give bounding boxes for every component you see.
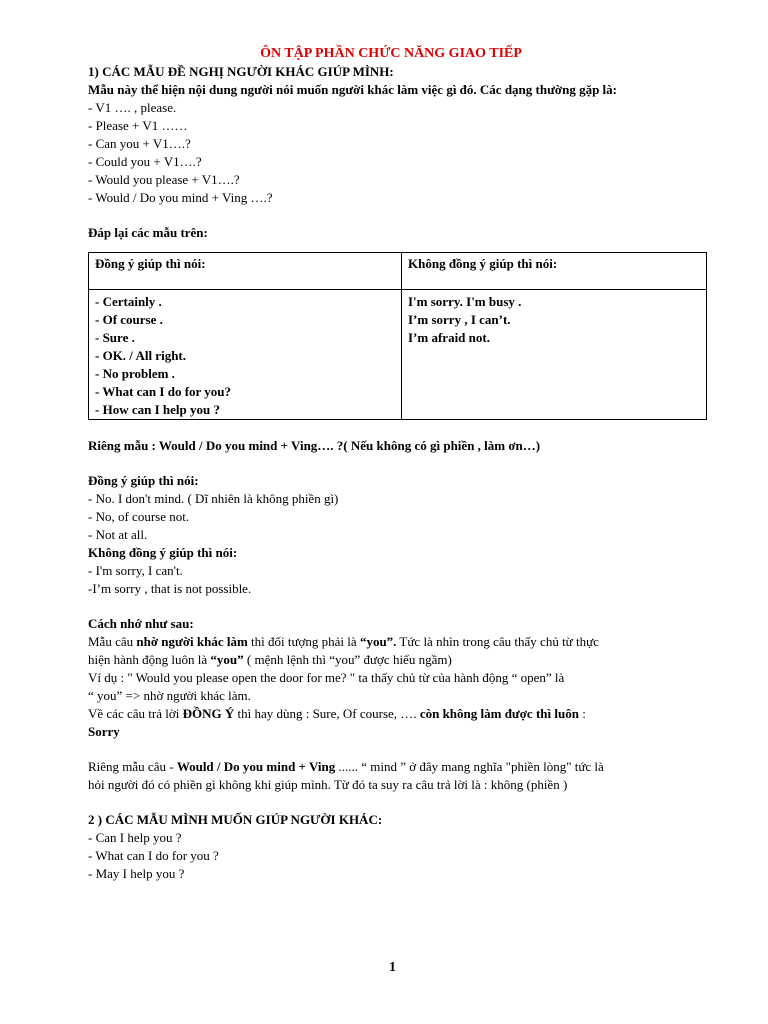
special-disagree-heading: Không đồng ý giúp thì nói:: [88, 545, 238, 560]
agree-item: - Of course .: [95, 312, 163, 327]
pattern-item: - Could you + V1….?: [88, 154, 202, 169]
special-agree-item: - No, of course not.: [88, 509, 190, 524]
agree-item: - Sure .: [95, 330, 135, 345]
remember-paragraph-line: hỏi người đó có phiền gì không khi giúp mình. Từ đó ta suy ra câu trả lời là : không (phiền ): [88, 777, 568, 792]
reply-table: [88, 252, 707, 420]
pattern-item: - Please + V1 ……: [88, 118, 188, 133]
special-disagree-item: -I’m sorry , that is not possible.: [88, 581, 252, 596]
remember-paragraph-line: Về các câu trả lời ĐỒNG Ý thì hay dùng : Sure, Of course, …. còn không làm được thì luôn :: [88, 706, 586, 721]
example-line: Ví dụ : " Would you please open the door for me? " ta thấy chủ từ của hành động “ open” là: [88, 670, 565, 685]
pattern-item: - Can you + V1….?: [88, 136, 191, 151]
special-agree-item: - No. I don't mind. ( Dĩ nhiên là không phiền gì): [88, 491, 339, 506]
remember-paragraph-line: Mẫu câu nhờ người khác làm thì đối tượng phải là “you”. Tức là nhìn trong câu thấy chủ từ thực: [88, 634, 599, 649]
section2-item: - May I help you ?: [88, 866, 185, 881]
section2-item: - What can I do for you ?: [88, 848, 219, 863]
special-heading: Riêng mẫu : Would / Do you mind + Ving…. ?( Nếu không có gì phiền , làm ơn…): [88, 438, 541, 453]
pattern-item: - Would / Do you mind + Ving ….?: [88, 190, 273, 205]
pattern-item: - V1 …. , please.: [88, 100, 177, 115]
disagree-item: I’m afraid not.: [408, 330, 490, 345]
disagree-item: I’m sorry , I can’t.: [408, 312, 511, 327]
document-page: [88, 44, 688, 883]
agree-column-header: Đồng ý giúp thì nói:: [89, 253, 402, 290]
section2-item: - Can I help you ?: [88, 830, 182, 845]
pattern-item: - Would you please + V1….?: [88, 172, 240, 187]
page-number: 1: [389, 960, 396, 975]
section2-heading: 2 ) CÁC MẪU MÌNH MUỐN GIÚP NGƯỜI KHÁC:: [88, 812, 383, 827]
special-disagree-item: - I'm sorry, I can't.: [88, 563, 183, 578]
agree-item: - Certainly .: [95, 294, 162, 309]
disagree-item: I'm sorry. I'm busy .: [408, 294, 522, 309]
reply-heading: Đáp lại các mẫu trên:: [88, 225, 208, 240]
agree-item: - OK. / All right.: [95, 348, 186, 363]
remember-paragraph-line: Riêng mẫu câu - Would / Do you mind + Ving ...... “ mind ” ở đây mang nghĩa "phiền lòng" tức là: [88, 759, 604, 774]
agree-item: - What can I do for you?: [95, 384, 232, 399]
agree-column-cell: [89, 290, 402, 420]
example-line: “ you” => nhờ người khác làm.: [88, 688, 251, 703]
remember-paragraph-line: hiện hành động luôn là “you” ( mệnh lệnh thì “you” được hiểu ngầm): [88, 652, 452, 667]
section1-heading: 1) CÁC MẪU ĐỀ NGHỊ NGƯỜI KHÁC GIÚP MÌNH:: [88, 64, 394, 79]
disagree-column-header: Không đồng ý giúp thì nói:: [402, 253, 707, 290]
special-agree-item: - Not at all.: [88, 527, 148, 542]
special-agree-heading: Đồng ý giúp thì nói:: [88, 473, 199, 488]
agree-item: - No problem .: [95, 366, 175, 381]
section1-intro: Mẫu này thể hiện nội dung người nói muốn người khác làm việc gì đó. Các dạng thường gặp là:: [88, 82, 617, 97]
page-title: ÔN TẬP PHẦN CHỨC NĂNG GIAO TIẾP: [260, 46, 522, 61]
agree-item: - How can I help you ?: [95, 402, 220, 417]
disagree-column-cell: [402, 290, 707, 420]
sorry-word: Sorry: [88, 724, 120, 739]
remember-heading: Cách nhớ như sau:: [88, 616, 194, 631]
